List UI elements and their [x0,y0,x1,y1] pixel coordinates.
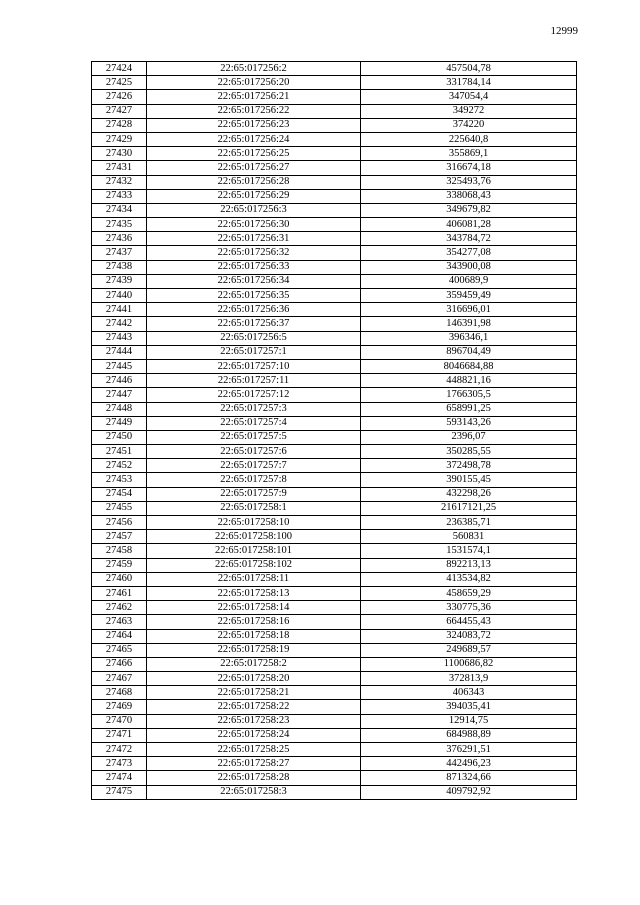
table-row [92,473,577,487]
cadastral-number-cell: 22:65:017258:27 [147,757,361,771]
row-number-cell: 27455 [92,501,147,515]
cadastral-number-cell: 22:65:017258:101 [147,544,361,558]
value-cell: 2396,07 [361,430,577,444]
value-cell: 1531574,1 [361,544,577,558]
cadastral-number-cell: 22:65:017256:3 [147,203,361,217]
table-row [92,374,577,388]
value-cell: 658991,25 [361,402,577,416]
cadastral-number-cell: 22:65:017257:5 [147,430,361,444]
row-number-cell: 27466 [92,657,147,671]
table-row [92,757,577,771]
value-cell: 331784,14 [361,76,577,90]
table-row [92,629,577,643]
row-number-cell: 27439 [92,274,147,288]
cadastral-number-cell: 22:65:017258:102 [147,558,361,572]
row-number-cell: 27471 [92,728,147,742]
row-number-cell: 27438 [92,260,147,274]
row-number-cell: 27448 [92,402,147,416]
value-cell: 442496,23 [361,757,577,771]
table-row [92,132,577,146]
row-number-cell: 27460 [92,572,147,586]
row-number-cell: 27445 [92,359,147,373]
table-row [92,771,577,785]
table-row [92,544,577,558]
cadastral-number-cell: 22:65:017257:1 [147,345,361,359]
value-cell: 374220 [361,118,577,132]
value-cell: 316696,01 [361,303,577,317]
table-row [92,274,577,288]
cadastral-number-cell: 22:65:017256:37 [147,317,361,331]
row-number-cell: 27436 [92,232,147,246]
cadastral-number-cell: 22:65:017258:14 [147,601,361,615]
row-number-cell: 27459 [92,558,147,572]
row-number-cell: 27468 [92,686,147,700]
cadastral-number-cell: 22:65:017256:23 [147,118,361,132]
row-number-cell: 27430 [92,147,147,161]
cadastral-number-cell: 22:65:017258:20 [147,672,361,686]
cadastral-number-cell: 22:65:017258:28 [147,771,361,785]
value-cell: 560831 [361,530,577,544]
page-number: 12999 [550,25,578,37]
value-cell: 347054,4 [361,90,577,104]
table-row [92,672,577,686]
cadastral-number-cell: 22:65:017256:25 [147,147,361,161]
value-cell: 684988,89 [361,728,577,742]
value-cell: 406343 [361,686,577,700]
value-cell: 146391,98 [361,317,577,331]
table-row [92,331,577,345]
cadastral-number-cell: 22:65:017258:23 [147,714,361,728]
table-row [92,232,577,246]
table-row [92,260,577,274]
table-row [92,615,577,629]
table-row [92,289,577,303]
row-number-cell: 27433 [92,189,147,203]
row-number-cell: 27450 [92,430,147,444]
value-cell: 338068,43 [361,189,577,203]
row-number-cell: 27440 [92,289,147,303]
row-number-cell: 27473 [92,757,147,771]
table-row [92,586,577,600]
table-row [92,743,577,757]
row-number-cell: 27434 [92,203,147,217]
cadastral-number-cell: 22:65:017258:11 [147,572,361,586]
table-row [92,643,577,657]
value-cell: 359459,49 [361,289,577,303]
row-number-cell: 27426 [92,90,147,104]
table-row [92,104,577,118]
table-row [92,76,577,90]
table-row [92,402,577,416]
row-number-cell: 27444 [92,345,147,359]
cadastral-number-cell: 22:65:017258:24 [147,728,361,742]
table-row [92,118,577,132]
cadastral-number-cell: 22:65:017256:30 [147,218,361,232]
value-cell: 225640,8 [361,132,577,146]
cadastral-number-cell: 22:65:017258:13 [147,586,361,600]
value-cell: 12914,75 [361,714,577,728]
cadastral-number-cell: 22:65:017256:24 [147,132,361,146]
table-row [92,246,577,260]
cadastral-number-cell: 22:65:017256:31 [147,232,361,246]
cadastral-number-cell: 22:65:017256:28 [147,175,361,189]
table-row [92,161,577,175]
cadastral-number-cell: 22:65:017258:100 [147,530,361,544]
table-row [92,388,577,402]
value-cell: 1100686,82 [361,657,577,671]
table-row [92,714,577,728]
cadastral-number-cell: 22:65:017258:16 [147,615,361,629]
cadastral-number-cell: 22:65:017258:18 [147,629,361,643]
cadastral-number-cell: 22:65:017257:10 [147,359,361,373]
value-cell: 316674,18 [361,161,577,175]
cadastral-number-cell: 22:65:017256:20 [147,76,361,90]
cadastral-number-cell: 22:65:017257:4 [147,416,361,430]
cadastral-number-cell: 22:65:017256:27 [147,161,361,175]
table-row [92,785,577,799]
cadastral-number-cell: 22:65:017256:36 [147,303,361,317]
table-row [92,728,577,742]
cadastral-number-cell: 22:65:017258:22 [147,700,361,714]
table-row [92,572,577,586]
cadastral-number-cell: 22:65:017258:2 [147,657,361,671]
value-cell: 249689,57 [361,643,577,657]
row-number-cell: 27458 [92,544,147,558]
table-row [92,487,577,501]
cadastral-number-cell: 22:65:017257:11 [147,374,361,388]
cadastral-number-cell: 22:65:017256:35 [147,289,361,303]
row-number-cell: 27472 [92,743,147,757]
row-number-cell: 27464 [92,629,147,643]
row-number-cell: 27452 [92,459,147,473]
row-number-cell: 27470 [92,714,147,728]
value-cell: 593143,26 [361,416,577,430]
value-cell: 21617121,25 [361,501,577,515]
table-row [92,345,577,359]
cadastral-number-cell: 22:65:017257:8 [147,473,361,487]
cadastral-number-cell: 22:65:017257:6 [147,445,361,459]
value-cell: 8046684,88 [361,359,577,373]
value-cell: 330775,36 [361,601,577,615]
row-number-cell: 27437 [92,246,147,260]
cadastral-number-cell: 22:65:017256:29 [147,189,361,203]
table-row [92,501,577,515]
cadastral-number-cell: 22:65:017258:10 [147,516,361,530]
table-row [92,530,577,544]
table-row [92,147,577,161]
cadastral-number-cell: 22:65:017257:3 [147,402,361,416]
value-cell: 343900,08 [361,260,577,274]
value-cell: 236385,71 [361,516,577,530]
row-number-cell: 27441 [92,303,147,317]
table-row [92,189,577,203]
value-cell: 324083,72 [361,629,577,643]
cadastral-number-cell: 22:65:017258:3 [147,785,361,799]
value-cell: 896704,49 [361,345,577,359]
cadastral-number-cell: 22:65:017258:25 [147,743,361,757]
value-cell: 892213,13 [361,558,577,572]
value-cell: 349272 [361,104,577,118]
row-number-cell: 27442 [92,317,147,331]
value-cell: 376291,51 [361,743,577,757]
row-number-cell: 27449 [92,416,147,430]
row-number-cell: 27467 [92,672,147,686]
row-number-cell: 27454 [92,487,147,501]
value-cell: 406081,28 [361,218,577,232]
table-row [92,175,577,189]
cadastral-number-cell: 22:65:017257:9 [147,487,361,501]
cadastral-number-cell: 22:65:017256:32 [147,246,361,260]
table-row [92,62,577,76]
cadastral-number-cell: 22:65:017256:21 [147,90,361,104]
row-number-cell: 27456 [92,516,147,530]
value-cell: 350285,55 [361,445,577,459]
row-number-cell: 27447 [92,388,147,402]
cadastral-number-cell: 22:65:017256:2 [147,62,361,76]
table-row [92,459,577,473]
row-number-cell: 27429 [92,132,147,146]
row-number-cell: 27463 [92,615,147,629]
row-number-cell: 27432 [92,175,147,189]
value-cell: 1766305,5 [361,388,577,402]
cadastral-number-cell: 22:65:017256:5 [147,331,361,345]
table-row [92,686,577,700]
cadastral-value-table [91,61,577,800]
table-row [92,416,577,430]
row-number-cell: 27435 [92,218,147,232]
table-row [92,218,577,232]
table-row [92,601,577,615]
cadastral-number-cell: 22:65:017258:21 [147,686,361,700]
cadastral-number-cell: 22:65:017258:1 [147,501,361,515]
value-cell: 457504,78 [361,62,577,76]
value-cell: 458659,29 [361,586,577,600]
table-row [92,700,577,714]
table-row [92,317,577,331]
table-row [92,558,577,572]
row-number-cell: 27425 [92,76,147,90]
table-body [92,62,577,800]
cadastral-number-cell: 22:65:017258:19 [147,643,361,657]
value-cell: 871324,66 [361,771,577,785]
row-number-cell: 27428 [92,118,147,132]
value-cell: 396346,1 [361,331,577,345]
cadastral-number-cell: 22:65:017256:33 [147,260,361,274]
row-number-cell: 27474 [92,771,147,785]
value-cell: 390155,45 [361,473,577,487]
table-row [92,516,577,530]
row-number-cell: 27443 [92,331,147,345]
value-cell: 354277,08 [361,246,577,260]
row-number-cell: 27461 [92,586,147,600]
value-cell: 394035,41 [361,700,577,714]
row-number-cell: 27424 [92,62,147,76]
row-number-cell: 27469 [92,700,147,714]
value-cell: 664455,43 [361,615,577,629]
table-row [92,430,577,444]
value-cell: 432298,26 [361,487,577,501]
cadastral-number-cell: 22:65:017256:22 [147,104,361,118]
value-cell: 372813,9 [361,672,577,686]
row-number-cell: 27465 [92,643,147,657]
value-cell: 413534,82 [361,572,577,586]
row-number-cell: 27427 [92,104,147,118]
value-cell: 448821,16 [361,374,577,388]
value-cell: 400689,9 [361,274,577,288]
cadastral-number-cell: 22:65:017257:12 [147,388,361,402]
table-row [92,303,577,317]
row-number-cell: 27451 [92,445,147,459]
row-number-cell: 27431 [92,161,147,175]
table-row [92,90,577,104]
row-number-cell: 27462 [92,601,147,615]
table-row [92,203,577,217]
value-cell: 343784,72 [361,232,577,246]
value-cell: 355869,1 [361,147,577,161]
value-cell: 409792,92 [361,785,577,799]
row-number-cell: 27475 [92,785,147,799]
cadastral-number-cell: 22:65:017257:7 [147,459,361,473]
table-row [92,359,577,373]
row-number-cell: 27457 [92,530,147,544]
row-number-cell: 27453 [92,473,147,487]
value-cell: 372498,78 [361,459,577,473]
table-row [92,445,577,459]
row-number-cell: 27446 [92,374,147,388]
value-cell: 325493,76 [361,175,577,189]
value-cell: 349679,82 [361,203,577,217]
table-row [92,657,577,671]
cadastral-number-cell: 22:65:017256:34 [147,274,361,288]
